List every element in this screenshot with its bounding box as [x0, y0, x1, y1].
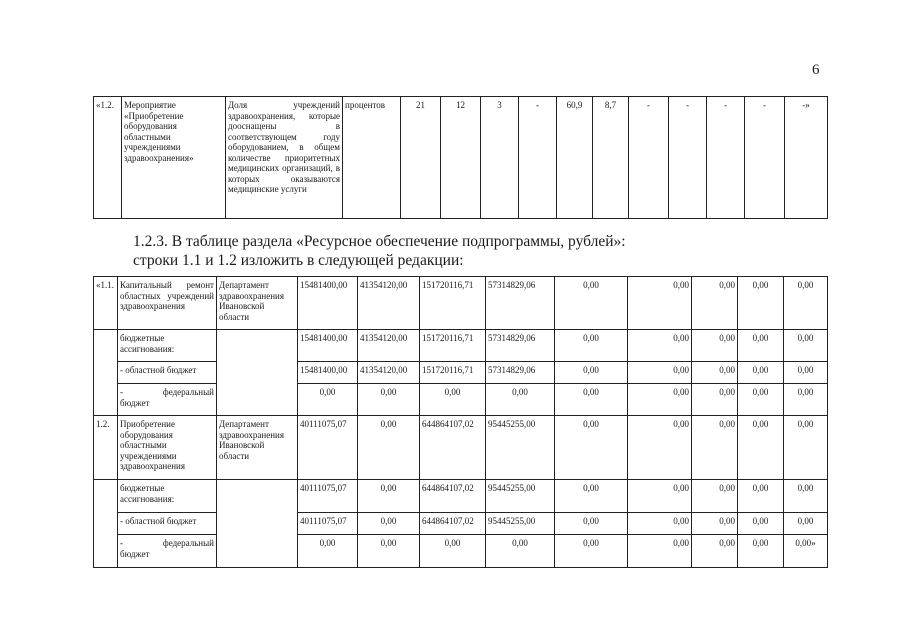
empty-cell	[217, 480, 298, 568]
dash: -	[120, 538, 123, 548]
value-cell: -	[745, 97, 785, 219]
row-label	[118, 384, 217, 416]
value-cell: 12	[441, 97, 481, 219]
unit: процентов	[343, 97, 401, 219]
section-heading	[133, 232, 813, 270]
amount-cell: 0,00	[420, 384, 486, 416]
amount-cell: 0,00	[628, 362, 692, 384]
amount-cell: 0,00	[628, 416, 692, 480]
value-cell: -	[519, 97, 557, 219]
amount-cell: 151720116,71	[420, 277, 486, 330]
amount-cell: 41354120,00	[358, 330, 420, 362]
row-number: «1.2.	[94, 97, 122, 219]
value-cell: -	[629, 97, 669, 219]
amount-cell: 644864107,02	[420, 513, 486, 535]
amount-cell: 0,00	[358, 416, 420, 480]
amount-cell: 0,00	[555, 277, 628, 330]
table-row	[94, 97, 828, 219]
amount-cell: 0,00	[298, 535, 358, 568]
amount-cell: 0,00	[692, 480, 738, 513]
amount-cell: 0,00	[298, 384, 358, 416]
amount-cell: 0,00	[738, 330, 784, 362]
amount-cell: 41354120,00	[358, 277, 420, 330]
amount-cell: 0,00	[628, 384, 692, 416]
program-name: Приобретение оборудования областными учреждениями здравоохранения	[118, 416, 217, 480]
amount-cell: 15481400,00	[298, 330, 358, 362]
amount-cell: 0,00	[628, 480, 692, 513]
amount-cell: 41354120,00	[358, 362, 420, 384]
empty-cell	[94, 480, 118, 568]
fed-word-2: бюджет	[120, 397, 150, 408]
amount-cell: 0,00	[628, 277, 692, 330]
amount-cell: 15481400,00	[298, 362, 358, 384]
executor: Департамент здравоохранения Ивановской области	[217, 277, 298, 330]
fed-word: федеральный	[162, 387, 214, 397]
table-row	[94, 384, 828, 416]
amount-cell: 0,00	[692, 416, 738, 480]
amount-cell: 0,00	[738, 362, 784, 384]
amount-cell: 0,00	[555, 384, 628, 416]
amount-cell: 0,00	[692, 513, 738, 535]
amount-cell: 0,00	[486, 384, 555, 416]
amount-cell: 0,00	[555, 480, 628, 513]
value-cell: -	[707, 97, 745, 219]
amount-cell: 151720116,71	[420, 362, 486, 384]
amount-cell: 0,00	[555, 330, 628, 362]
amount-cell: 0,00	[738, 535, 784, 568]
amount-cell: 0,00	[555, 362, 628, 384]
table-row	[94, 535, 828, 568]
dash: -	[120, 387, 123, 397]
amount-cell: 0,00	[692, 330, 738, 362]
table-row	[94, 277, 828, 330]
amount-cell: 0,00	[358, 535, 420, 568]
amount-cell: 0,00»	[784, 535, 828, 568]
amount-cell: 0,00	[692, 362, 738, 384]
amount-cell: 40111075,07	[298, 480, 358, 513]
amount-cell: 15481400,00	[298, 277, 358, 330]
amount-cell: 644864107,02	[420, 416, 486, 480]
amount-cell: 151720116,71	[420, 330, 486, 362]
amount-cell: 644864107,02	[420, 480, 486, 513]
amount-cell: 0,00	[738, 384, 784, 416]
amount-cell: 95445255,00	[486, 480, 555, 513]
indicator-name: Доля учреждений здравоохранения, которые дооснащены в соответствующем году оборудованием, в общем количестве приоритетных медицинских организаций, в которых оказываются медицинские услуги	[226, 97, 343, 219]
amount-cell: 95445255,00	[486, 513, 555, 535]
amount-cell: 40111075,07	[298, 513, 358, 535]
amount-cell: 0,00	[555, 416, 628, 480]
amount-cell: 0,00	[784, 330, 828, 362]
amount-cell: 40111075,07	[298, 416, 358, 480]
program-name: Капитальный ремонт областных учреждений здравоохранения	[118, 277, 217, 330]
value-cell: -»	[785, 97, 828, 219]
page-number: 6	[812, 62, 820, 78]
value-cell: -	[669, 97, 707, 219]
amount-cell: 0,00	[738, 277, 784, 330]
amount-cell: 57314829,06	[486, 330, 555, 362]
value-cell: 21	[401, 97, 441, 219]
amount-cell: 0,00	[628, 330, 692, 362]
amount-cell: 0,00	[784, 416, 828, 480]
row-label	[118, 535, 217, 568]
amount-cell: 0,00	[784, 362, 828, 384]
amount-cell: 0,00	[555, 513, 628, 535]
amount-cell: 0,00	[784, 480, 828, 513]
amount-cell: 57314829,06	[486, 362, 555, 384]
amount-cell: 0,00	[628, 535, 692, 568]
amount-cell: 0,00	[692, 384, 738, 416]
amount-cell: 0,00	[692, 277, 738, 330]
amount-cell: 0,00	[358, 513, 420, 535]
table-row	[94, 416, 828, 480]
value-cell: 8,7	[593, 97, 629, 219]
executor: Департамент здравоохранения Ивановской области	[217, 416, 298, 480]
fed-word-2: бюджет	[120, 548, 150, 559]
amount-cell: 0,00	[358, 480, 420, 513]
indicators-table	[93, 96, 828, 219]
row-label: - областной бюджет	[118, 513, 217, 535]
row-label: - областной бюджет	[118, 362, 217, 384]
heading-line-2: строки 1.1 и 1.2 изложить в следующей редакции:	[133, 252, 464, 269]
table-row	[94, 480, 828, 513]
amount-cell: 0,00	[358, 384, 420, 416]
amount-cell: 0,00	[692, 535, 738, 568]
amount-cell: 57314829,06	[486, 277, 555, 330]
amount-cell: 0,00	[555, 535, 628, 568]
value-cell: 60,9	[557, 97, 593, 219]
table-row	[94, 513, 828, 535]
table-row	[94, 362, 828, 384]
amount-cell: 0,00	[420, 535, 486, 568]
empty-cell	[217, 330, 298, 416]
resources-table	[93, 276, 828, 568]
fed-word: федеральный	[162, 538, 214, 548]
amount-cell: 0,00	[784, 277, 828, 330]
table-row	[94, 330, 828, 362]
empty-cell	[94, 330, 118, 416]
row-label: бюджетные ассигнования:	[118, 330, 217, 362]
amount-cell: 0,00	[628, 513, 692, 535]
row-label: бюджетные ассигнования:	[118, 480, 217, 513]
amount-cell: 0,00	[738, 513, 784, 535]
row-number: 1.2.	[94, 416, 118, 480]
amount-cell: 0,00	[486, 535, 555, 568]
amount-cell: 0,00	[738, 480, 784, 513]
value-cell: 3	[481, 97, 519, 219]
row-number: «1.1.	[94, 277, 118, 330]
amount-cell: 95445255,00	[486, 416, 555, 480]
heading-line-1: 1.2.3. В таблице раздела «Ресурсное обеспечение подпрограммы, рублей»:	[133, 233, 626, 250]
amount-cell: 0,00	[784, 513, 828, 535]
amount-cell: 0,00	[784, 384, 828, 416]
amount-cell: 0,00	[738, 416, 784, 480]
event-name: Мероприятие «Приобретение оборудования областными учреждениями здравоохранения»	[122, 97, 226, 219]
